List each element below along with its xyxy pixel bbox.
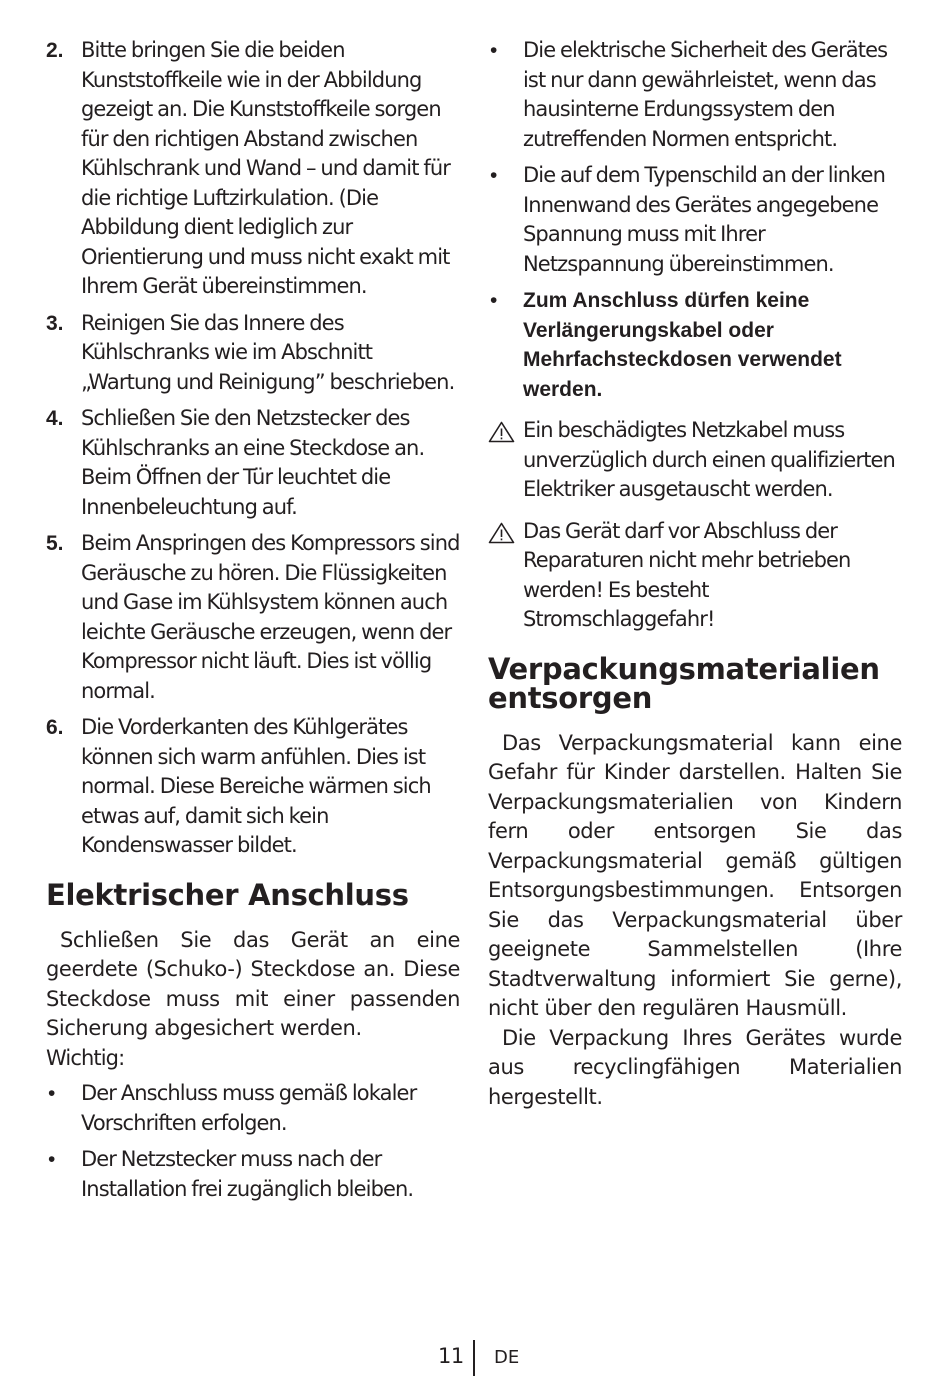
bullet-item <box>488 161 902 279</box>
electrical-paragraph: Schließen Sie das Gerät an eine geerdete (Schuko-) Steckdose an. Diese Steckdose muss mit einer passenden Sicherung abgesichert werden. <box>46 927 460 1040</box>
warning-item <box>488 517 902 635</box>
step-2 <box>46 36 460 302</box>
step-text: Reinigen Sie das Innere des Kühlschranks wie im Abschnitt „Wartung und Reinigung” beschrieben. <box>81 310 455 394</box>
section-title-packaging: Verpackungsmaterialien entsorgen <box>488 651 880 715</box>
bold-bullet-text: Zum Anschluss dürfen keine Verlängerungskabel oder Mehrfachsteckdosen verwendet werden. <box>523 289 842 401</box>
warning-text: Das Gerät darf vor Abschluss der Reparaturen nicht mehr betrieben werden! Es besteht Stromschlaggefahr! <box>523 518 851 631</box>
bullet-dot: • <box>48 1082 55 1105</box>
important-label: Wichtig: <box>46 1045 125 1070</box>
step-6 <box>46 713 460 861</box>
step-3 <box>46 309 460 398</box>
bullet-dot: • <box>490 39 497 62</box>
packaging-paragraph: Die Verpackung Ihres Gerätes wurde aus recyclingfähigen Materialien hergestellt. <box>488 1025 902 1109</box>
right-column <box>488 36 902 1112</box>
bullet-text: Der Netzstecker muss nach der Installation frei zugänglich bleiben. <box>81 1147 414 1201</box>
section-title-electrical: Elektrischer Anschluss <box>46 877 409 912</box>
footer-divider <box>473 1340 475 1376</box>
warning-item <box>488 416 902 505</box>
page-footer <box>0 1340 950 1376</box>
step-number: 2. <box>46 39 64 62</box>
step-4 <box>46 404 460 522</box>
bullet-dot: • <box>490 164 497 187</box>
step-number: 3. <box>46 311 64 335</box>
bullet-item <box>46 1079 460 1138</box>
bullet-item <box>46 1145 460 1204</box>
bold-bullet-item <box>488 286 902 404</box>
left-column <box>46 36 460 1211</box>
language-code: DE <box>494 1347 520 1368</box>
step-5 <box>46 529 460 706</box>
step-number: 5. <box>46 532 64 555</box>
step-text: Bitte bringen Sie die beiden Kunststoffkeile wie in der Abbildung gezeigt an. Die Kunststoffkeile sorgen für den richtigen Abstand zwischen Kühlschrank und Wand – und damit für die richtige Luftzirkulation. (Die Abbildung dient lediglich zur Orientierung und muss nicht exakt mit Ihrem Gerät übereinstimmen. <box>81 38 450 298</box>
page-number: 11 <box>438 1344 464 1368</box>
warning-triangle-icon <box>488 421 515 443</box>
bullet-dot: • <box>490 289 497 312</box>
packaging-paragraph: Das Verpackungsmaterial kann eine Gefahr für Kinder darstellen. Halten Sie Verpackungsmaterialien von Kindern fern oder entsorgen Sie das Verpackungsmaterial gemäß gültigen Entsorgungsbestimmungen. Entsorgen Sie das Verpackungsmaterial über geeignete Sammelstellen (Ihre Stadtverwaltung informiert Sie gerne), nicht über den regulären Hausmüll. <box>488 730 902 1020</box>
step-text: Die Vorderkanten des Kühlgerätes können sich warm anfühlen. Dies ist normal. Diese Bereiche wärmen sich etwas auf, damit sich kein Kondenswasser bildet. <box>81 715 431 857</box>
step-number: 4. <box>46 407 64 430</box>
step-text: Schließen Sie den Netzstecker des Kühlschranks an eine Steckdose an. Beim Öffnen der Tür leuchtet die Innenbeleuchtung auf. <box>81 406 425 519</box>
step-number: 6. <box>46 716 64 739</box>
bullet-text: Der Anschluss muss gemäß lokaler Vorschriften erfolgen. <box>81 1081 417 1135</box>
bullet-text: Die elektrische Sicherheit des Gerätes ist nur dann gewährleistet, wenn das hausinterne Erdungssystem den zutreffenden Normen entspricht. <box>523 38 888 151</box>
step-text: Beim Anspringen des Kompressors sind Geräusche zu hören. Die Flüssigkeiten und Gase im Kühlsystem können auch leichte Geräusche erzeugen, wenn der Kompressor nicht läuft. Dies ist völlig normal. <box>81 531 460 703</box>
bullet-dot: • <box>48 1148 55 1171</box>
warning-triangle-icon <box>488 522 515 544</box>
warning-text: Ein beschädigtes Netzkabel muss unverzüglich durch einen qualifizierten Elektriker ausgetauscht werden. <box>523 418 895 501</box>
bullet-text: Die auf dem Typenschild an der linken Innenwand des Gerätes angegebene Spannung muss mit Ihrer Netzspannung übereinstimmen. <box>523 163 885 276</box>
bullet-item <box>488 36 902 154</box>
